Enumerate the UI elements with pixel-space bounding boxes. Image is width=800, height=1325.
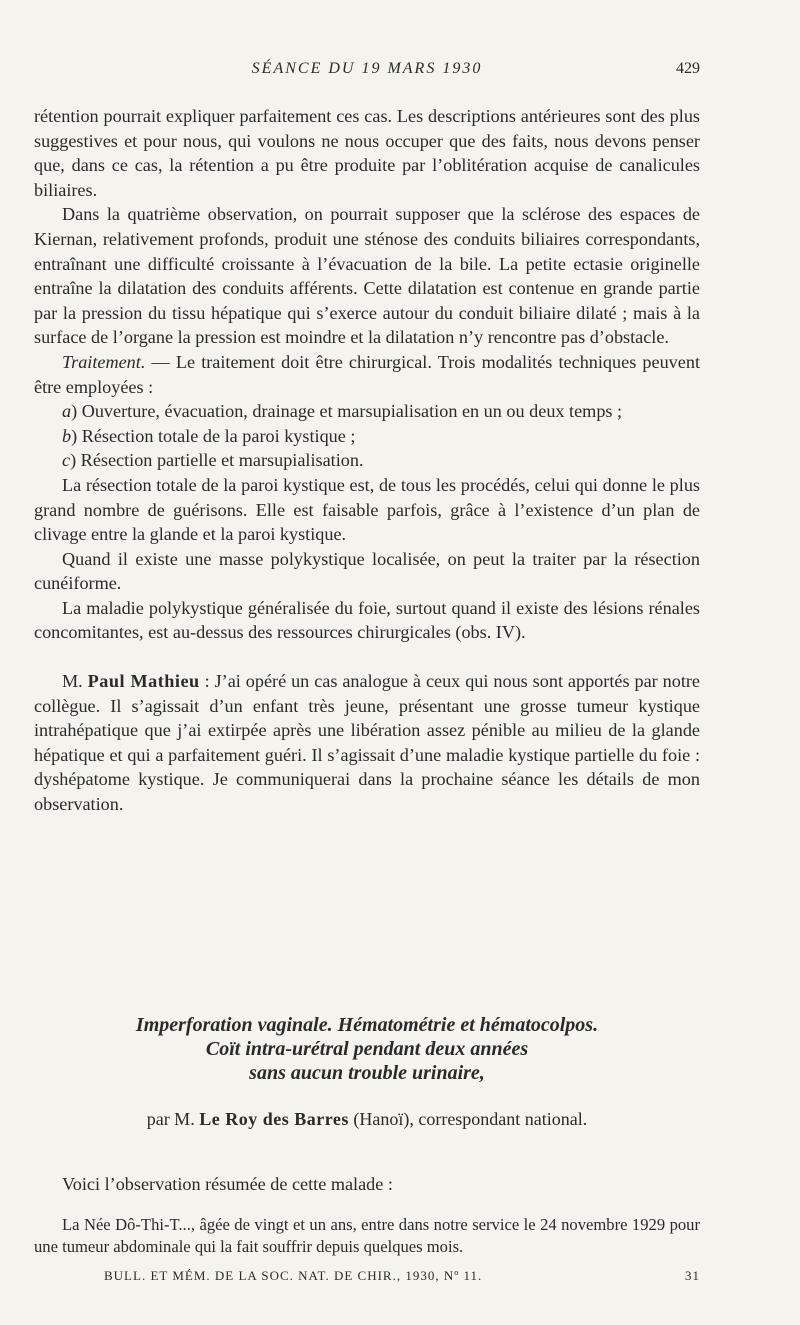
mathieu-prefix: M. bbox=[62, 671, 88, 692]
mathieu-text: : J’ai opéré un cas analogue à ceux qui nous sont apportés par notre collègue. Il s’agissait d’un enfant très jeune, présentant une grosse tumeur kystique intrahépatique que j’ai extirpée après une libération assez pénible au milieu de la glande hépatique et qui a parfaitement guéri. Il s’agissait d’une maladie kystique partielle du foie : dyshépatome kystique. Je communiquerai dans la prochaine séance les détails de mon observation. bbox=[34, 671, 700, 815]
body-text bbox=[34, 104, 700, 817]
running-head: SÉANCE DU 19 MARS 1930 bbox=[251, 60, 483, 77]
article-title bbox=[34, 1013, 700, 1085]
observation-text bbox=[34, 1214, 700, 1258]
treatment-label: Traitement. bbox=[62, 351, 146, 372]
byline-author: Le Roy des Barres bbox=[199, 1109, 349, 1129]
article-title-line-3: sans aucun trouble urinaire, bbox=[249, 1062, 485, 1084]
article-title-line-1: Imperforation vaginale. Hématométrie et hématocolpos. bbox=[135, 1014, 599, 1036]
list-item-a bbox=[34, 399, 700, 424]
paragraph-retention: rétention pourrait expliquer parfaitement ces cas. Les descriptions antérieures sont des plus suggestives et pour nous, qui voulons ne nous occuper que des faits, nous devons penser que, dans ce cas, la rétention a pu être produite par l’oblitération acquise de canalicules biliaires. bbox=[34, 106, 700, 200]
paragraph-polycystic-localized: Quand il existe une masse polykystique localisée, on peut la traiter par la résection cunéiforme. bbox=[34, 548, 700, 594]
footer-sheet-number: 31 bbox=[685, 1268, 700, 1283]
footer-journal: BULL. ET MÉM. DE LA SOC. NAT. DE CHIR., 1930, Nº 11. bbox=[104, 1268, 483, 1283]
page-footer bbox=[104, 1268, 700, 1284]
paragraph-treatment bbox=[34, 350, 700, 399]
list-text-b: ) Résection totale de la paroi kystique ; bbox=[71, 425, 356, 446]
observation-intro: Voici l’observation résumée de cette malade : bbox=[62, 1174, 393, 1194]
list-text-a: ) Ouverture, évacuation, drainage et marsupialisation en un ou deux temps ; bbox=[71, 401, 623, 422]
list-label-b: b bbox=[62, 425, 72, 446]
list-item-c bbox=[34, 448, 700, 473]
page-number: 429 bbox=[676, 60, 700, 77]
list-text-c: ) Résection partielle et marsupialisation. bbox=[70, 450, 364, 471]
observation-paragraph: La Née Dô-Thi-T..., âgée de vingt et un ans, entre dans notre service le 24 novembre 1929 pour une tumeur abdominale qui la fait souffrir depuis quelques mois. bbox=[34, 1215, 700, 1256]
paragraph-total-resection: La résection totale de la paroi kystique est, de tous les procédés, celui qui donne le plus grand nombre de guérisons. Elle est faisable parfois, grâce à l’existence d’un plan de clivage entre la glande et la paroi kystique. bbox=[34, 474, 700, 545]
article-byline bbox=[34, 1109, 700, 1130]
mathieu-name: Paul Mathieu bbox=[87, 671, 200, 692]
treatment-text: — Le traitement doit être chirurgical. Trois modalités techniques peuvent être employées : bbox=[34, 351, 700, 397]
paragraph-polycystic-generalized: La maladie polykystique généralisée du foie, surtout quand il existe des lésions rénales concomitantes, est au-dessus des ressources chirurgicales (obs. IV). bbox=[34, 597, 700, 643]
byline-prefix: par M. bbox=[146, 1109, 200, 1129]
list-item-b bbox=[34, 424, 700, 449]
list-label-c: c bbox=[62, 450, 71, 471]
byline-suffix: (Hanoï), correspondant national. bbox=[348, 1109, 588, 1129]
article-title-line-2: Coït intra-urétral pendant deux années bbox=[205, 1038, 529, 1060]
list-label-a: a bbox=[62, 401, 72, 422]
paragraph-fourth-observation: Dans la quatrième observation, on pourrait supposer que la sclérose des espaces de Kiernan, relativement profonds, produit une sténose des conduits biliaires correspondants, entraînant une difficulté croissante à l’évacuation de la bile. La petite ectasie originelle entraîne la dilatation des conduits afférents. Cette dilatation est contenue en grande partie par la pression du tissu hépatique qui s’exerce autour du conduit biliaire dilaté ; mais à la surface de l’organe la pression est moindre et la dilatation n’y rencontre pas d’obstacle. bbox=[34, 204, 700, 348]
paragraph-mathieu-comment bbox=[34, 669, 700, 817]
